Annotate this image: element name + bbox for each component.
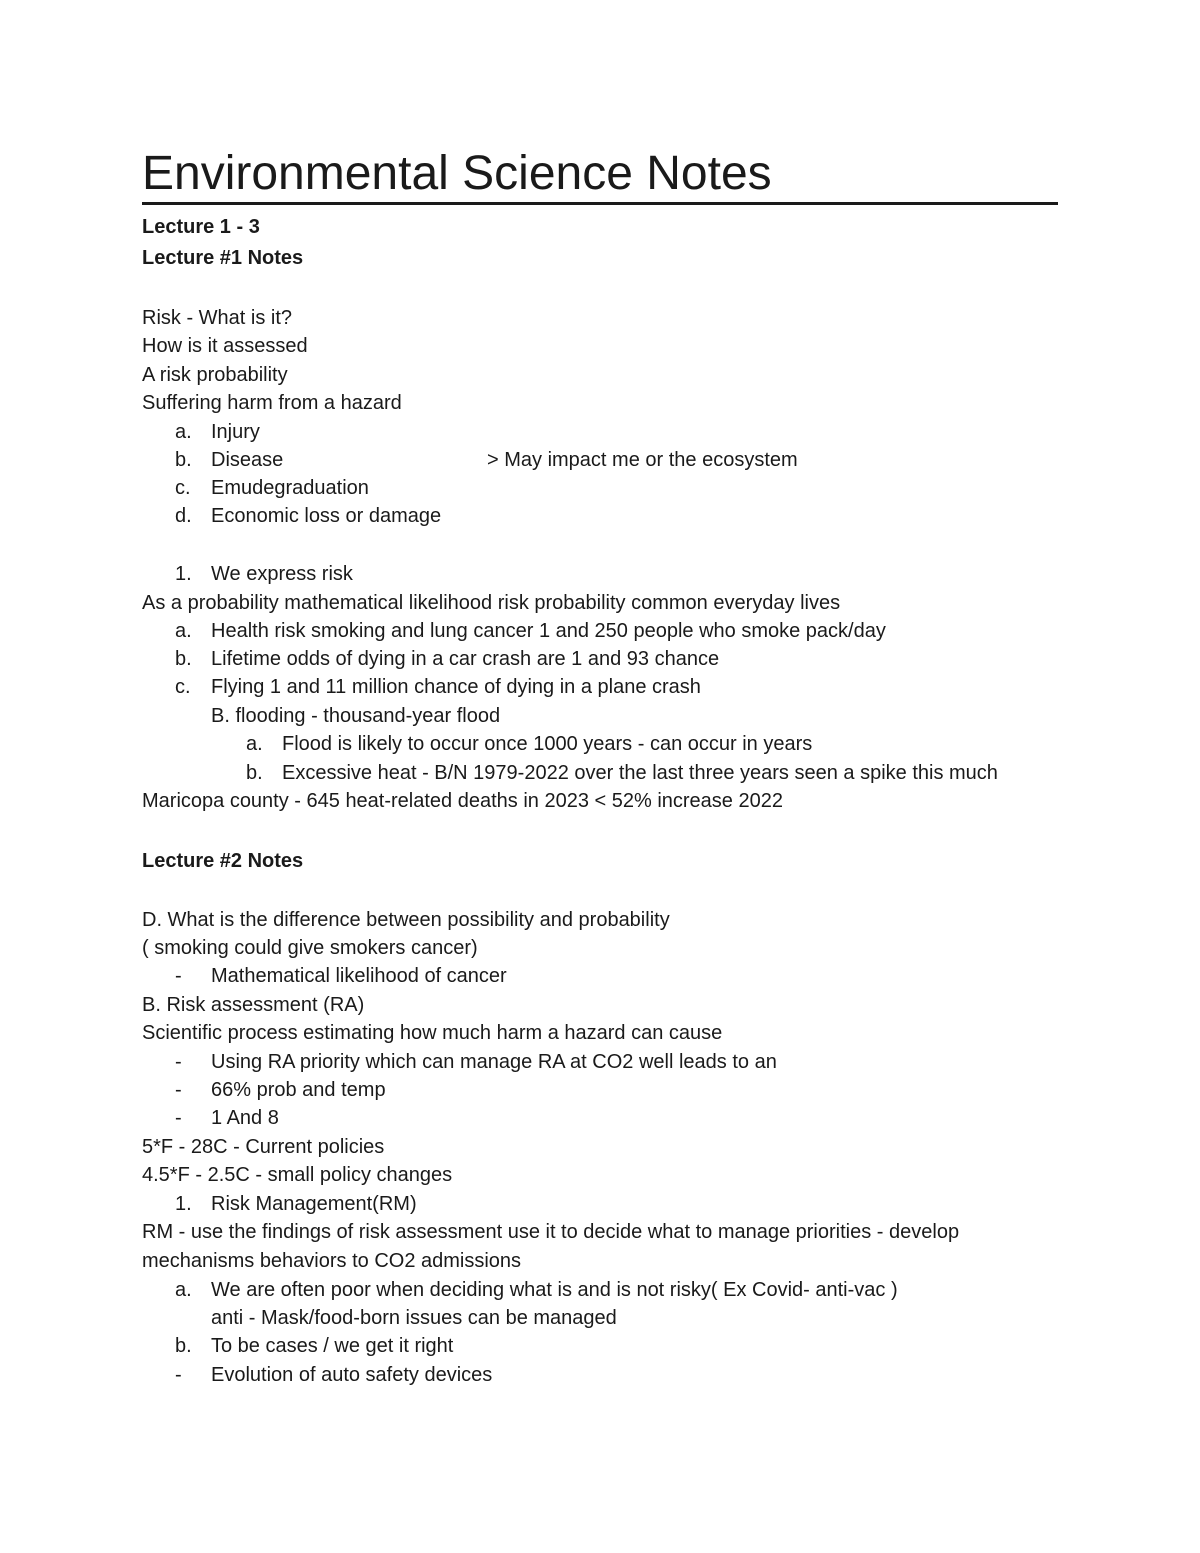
list-marker: b. xyxy=(175,1335,192,1357)
lecture1-heading: Lecture #1 Notes xyxy=(142,247,304,269)
text-line: 4.5*F - 2.5C - small policy changes xyxy=(142,1164,453,1186)
list-text: Evolution of auto safety devices xyxy=(211,1364,493,1386)
list-marker: d. xyxy=(175,505,192,527)
text-line: 5*F - 28C - Current policies xyxy=(142,1136,385,1158)
lecture2-heading: Lecture #2 Notes xyxy=(142,850,304,872)
list-text: To be cases / we get it right xyxy=(211,1335,454,1357)
text-line: Suffering harm from a hazard xyxy=(142,392,402,414)
list-text: Flood is likely to occur once 1000 years - can occur in years xyxy=(282,733,813,755)
dash-marker: - xyxy=(175,1364,182,1386)
text-line: RM - use the findings of risk assessment use it to decide what to manage priorities - develop xyxy=(142,1221,960,1243)
list-text: We are often poor when deciding what is and is not risky( Ex Covid- anti-vac ) xyxy=(211,1279,898,1301)
list-text: Economic loss or damage xyxy=(211,505,442,527)
list-marker: c. xyxy=(175,676,191,698)
text-line: mechanisms behaviors to CO2 admissions xyxy=(142,1250,522,1272)
list-text: Flying 1 and 11 million chance of dying in a plane crash xyxy=(211,676,701,698)
list-marker: a. xyxy=(246,733,263,755)
side-note: > May impact me or the ecosystem xyxy=(487,449,798,471)
list-text: Mathematical likelihood of cancer xyxy=(211,965,507,987)
text-line: Scientific process estimating how much harm a hazard can cause xyxy=(142,1022,723,1044)
document-title: Environmental Science Notes xyxy=(142,147,772,200)
text-line: How is it assessed xyxy=(142,335,308,357)
text-line: ( smoking could give smokers cancer) xyxy=(142,937,478,959)
text-line: D. What is the difference between possibility and probability xyxy=(142,909,670,931)
title-underline xyxy=(142,202,1058,205)
list-marker: 1. xyxy=(175,1193,192,1215)
list-marker: b. xyxy=(175,648,192,670)
text-line: B. Risk assessment (RA) xyxy=(142,994,365,1016)
dash-marker: - xyxy=(175,1051,182,1073)
dash-marker: - xyxy=(175,1079,182,1101)
text-line: Maricopa county - 645 heat-related deaths in 2023 < 52% increase 2022 xyxy=(142,790,783,812)
list-text: 1 And 8 xyxy=(211,1107,279,1129)
list-marker: b. xyxy=(175,449,192,471)
text-line: Risk - What is it? xyxy=(142,307,293,329)
list-text: Lifetime odds of dying in a car crash are 1 and 93 chance xyxy=(211,648,720,670)
list-text: Excessive heat - B/N 1979-2022 over the last three years seen a spike this much xyxy=(282,762,998,784)
dash-marker: - xyxy=(175,965,182,987)
text-line: A risk probability xyxy=(142,364,288,386)
list-marker: b. xyxy=(246,762,263,784)
dash-marker: - xyxy=(175,1107,182,1129)
list-text: Injury xyxy=(211,421,260,443)
list-marker: c. xyxy=(175,477,191,499)
list-text: Using RA priority which can manage RA at CO2 well leads to an xyxy=(211,1051,777,1073)
document-page xyxy=(142,0,1060,1553)
list-marker: a. xyxy=(175,1279,192,1301)
list-text: Disease xyxy=(211,449,284,471)
list-text: Emudegraduation xyxy=(211,477,369,499)
text-line: As a probability mathematical likelihood risk probability common everyday lives xyxy=(142,592,841,614)
flood-heading: B. flooding - thousand-year flood xyxy=(211,705,501,727)
subtitle: Lecture 1 - 3 xyxy=(142,216,260,238)
list-marker: a. xyxy=(175,421,192,443)
list-text: 66% prob and temp xyxy=(211,1079,386,1101)
list-text: Risk Management(RM) xyxy=(211,1193,417,1215)
list-marker: 1. xyxy=(175,563,192,585)
list-text: We express risk xyxy=(211,563,353,585)
list-text: anti - Mask/food-born issues can be managed xyxy=(211,1307,617,1329)
list-text: Health risk smoking and lung cancer 1 and 250 people who smoke pack/day xyxy=(211,620,886,642)
list-marker: a. xyxy=(175,620,192,642)
